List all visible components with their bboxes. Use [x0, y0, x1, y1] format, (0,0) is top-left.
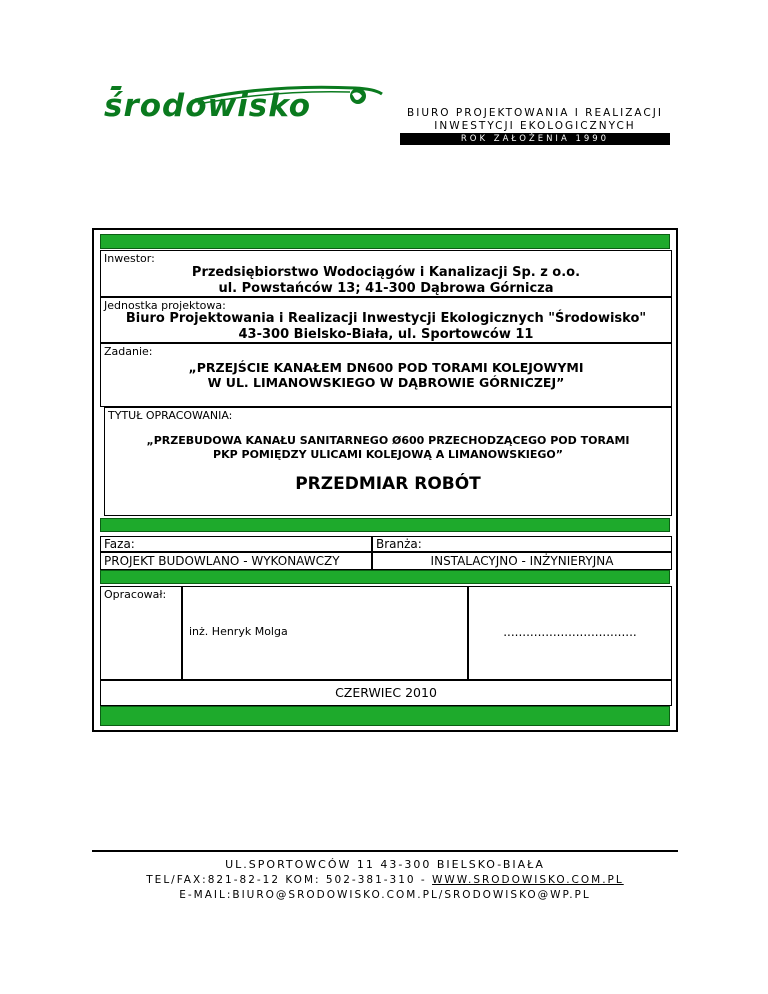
faza-header	[100, 536, 372, 552]
zadanie-line1: „PRZEJŚCIE KANAŁEM DN600 POD TORAMI KOLEJOWYMI	[188, 360, 584, 375]
footer-email[interactable]: E-MAIL:BIURO@SRODOWISKO.COM.PL/SRODOWISKO@WP.PL	[179, 889, 591, 901]
firm-founded-band: ROK ZAŁOŻENIA 1990	[400, 133, 670, 145]
footer-phone: TEL/FAX:821-82-12 KOM: 502-381-310 -	[146, 874, 433, 886]
firm-name-line1: BIURO PROJEKTOWANIA I REALIZACJI	[407, 107, 663, 119]
footer-website-link[interactable]: WWW.SRODOWISKO.COM.PL	[432, 874, 624, 886]
logo-text: środowisko	[104, 88, 312, 124]
firm-name-line2: INWESTYCJI EKOLOGICZNYCH	[434, 120, 636, 132]
footer-rule	[92, 850, 678, 852]
inwestor-label: Inwestor:	[104, 252, 155, 265]
footer-address: UL.SPORTOWCÓW 11 43-300 BIELSKO-BIAŁA	[225, 858, 545, 871]
opracowal-name-cell	[182, 586, 468, 680]
green-divider-lower	[100, 570, 670, 584]
faza-value: PROJEKT BUDOWLANO - WYKONAWCZY	[104, 554, 340, 568]
date-cell	[100, 680, 672, 706]
footer-contact	[92, 874, 678, 886]
branza-header	[372, 536, 672, 552]
tytul-label: TYTUŁ OPRACOWANIA:	[108, 409, 233, 422]
opracowal-name: inż. Henryk Molga	[189, 625, 288, 638]
jednostka-line2: 43-300 Bielsko-Biała, ul. Sportowców 11	[238, 327, 534, 342]
tytul-line2: PKP POMIĘDZY ULICAMI KOLEJOWĄ A LIMANOWSKIEGO”	[213, 448, 563, 461]
branza-label: Branża:	[376, 537, 422, 551]
opracowal-label: Opracował:	[104, 588, 167, 601]
branza-value-cell	[372, 552, 672, 570]
zadanie-section	[100, 343, 672, 407]
inwestor-section	[100, 250, 672, 297]
branza-value: INSTALACYJNO - INŻYNIERYJNA	[430, 554, 614, 568]
document-date: CZERWIEC 2010	[335, 685, 437, 700]
green-divider-bottom	[100, 706, 670, 726]
signature-cell	[468, 586, 672, 680]
inwestor-line2: ul. Powstańców 13; 41-300 Dąbrowa Górnicza	[218, 281, 554, 296]
tytul-line1: „PRZEBUDOWA KANAŁU SANITARNEGO Ø600 PRZECHODZĄCEGO POD TORAMI	[146, 434, 630, 447]
jednostka-label: Jednostka projektowa:	[104, 299, 226, 312]
zadanie-label: Zadanie:	[104, 345, 153, 358]
tytul-section	[104, 407, 672, 516]
jednostka-line1: Biuro Projektowania i Realizacji Inwestycji Ekologicznych "Środowisko"	[125, 311, 647, 326]
green-divider-middle	[100, 518, 670, 532]
faza-value-cell	[100, 552, 372, 570]
inwestor-line1: Przedsiębiorstwo Wodociągów i Kanalizacji Sp. z o.o.	[191, 265, 581, 280]
opracowal-label-cell	[100, 586, 182, 680]
title-page-frame	[92, 228, 678, 732]
green-divider-top	[100, 234, 670, 249]
company-logo	[100, 80, 390, 140]
document-title: PRZEDMIAR ROBÓT	[295, 474, 481, 494]
zadanie-line2: W UL. LIMANOWSKIEGO W DĄBROWIE GÓRNICZEJ”	[207, 375, 565, 390]
jednostka-section	[100, 297, 672, 343]
signature-line: ...................................	[503, 625, 637, 639]
faza-label: Faza:	[104, 537, 135, 551]
